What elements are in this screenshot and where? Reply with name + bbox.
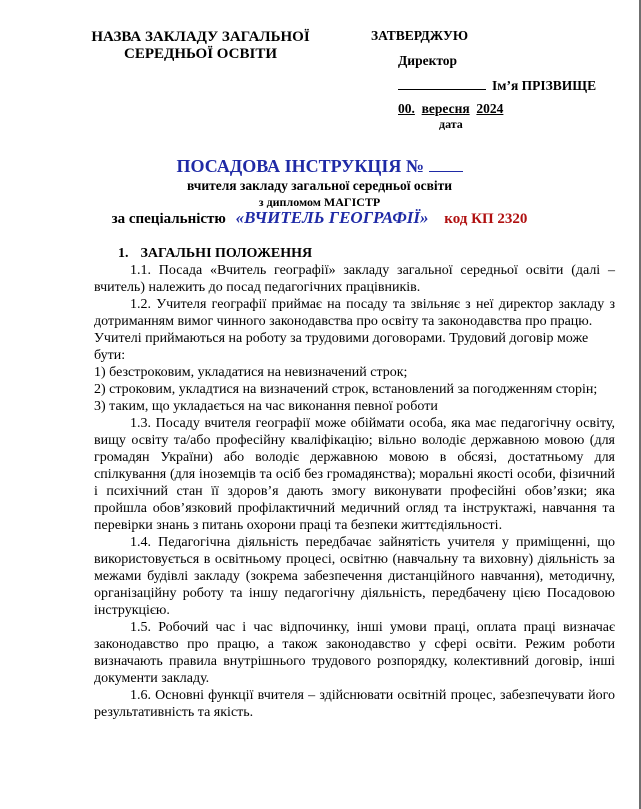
paragraph-1-6: 1.6. Основні функції вчителя – здійснювати освітній процес, забезпечувати його результативність та якість. <box>94 688 615 720</box>
section-number: 1. <box>118 246 129 261</box>
director-name: Ім’я ПРІЗВИЩЕ <box>492 78 597 93</box>
paragraph-1-1: 1.1. Посада «Вчитель географії» закладу загальної середньої освіти (далі – вчитель) належить до посад педагогічних працівників. <box>94 263 615 295</box>
specialty-label: за спеціальністю <box>111 211 226 227</box>
signature-blank <box>398 77 486 90</box>
list-item-1: 1) безстроковим, укладатися на невизначений строк; <box>94 365 408 380</box>
list-item-2: 2) строковим, укладтися на визначений строк, встановлений за погодженням сторін; <box>94 382 598 397</box>
specialty-value: «ВЧИТЕЛЬ ГЕОГРАФІЇ» <box>235 208 429 227</box>
subtitle-position: вчителя закладу загальної середньої освіти <box>186 178 453 193</box>
subtitle-diploma: з дипломом МАГІСТР <box>258 195 381 209</box>
section-title: ЗАГАЛЬНІ ПОЛОЖЕННЯ <box>140 246 313 261</box>
section-heading <box>118 246 312 262</box>
paragraph-1-4: 1.4. Педагогічна діяльність передбачає зайнятість учителя у приміщенні, що використовується в освітньому процесі, освітню (навчальну та виховну) діяльність за межами будівлі закладу (зокрема забезпечення дистанційного навчання), методичну, організаційну роботу та іншу педагогічну діяльність, передбачену цією Посадовою інструкцією. <box>94 535 615 618</box>
paragraph-1-2: 1.2. Учителя географії приймає на посаду та звільняє з неї директор закладу з дотриманням вимог чинного законодавства про освіту та законодавства про працю. <box>94 297 615 329</box>
date-day: 00. <box>398 101 415 116</box>
approval-date <box>398 101 503 117</box>
document-title <box>0 156 639 177</box>
institution-name: НАЗВА ЗАКЛАДУ ЗАГАЛЬНОЇ СЕРЕДНЬОЇ ОСВІТИ <box>91 29 310 62</box>
date-year: 2024 <box>476 101 504 116</box>
paragraph-1-5: 1.5. Робочий час і час відпочинку, інші умови праці, оплата праці визначає законодавство про працю, а також законодавство у сфері освіти. Режим роботи визначають правила внутрішнього трудового розпорядку, колективний договір, інші документи закладу. <box>94 620 615 686</box>
director-label: Директор <box>398 53 458 68</box>
date-month: вересня <box>421 101 470 116</box>
occupation-code: код КП 2320 <box>444 211 528 227</box>
date-caption: дата <box>439 117 463 131</box>
document-body <box>94 262 615 721</box>
number-blank <box>429 157 463 172</box>
paragraph-1-3: 1.3. Посаду вчителя географії може обіймати особа, яка має педагогічну освіту, вищу освіту та/або професійну кваліфікацію; вільно володіє державною мовою (для громадян України) або володіє державною мовою в обсязі, достатньому для спілкування (для іноземців та осіб без громадянства); моральні якості особи, фізичний і психічний стан її здоров’я дають змогу виконувати професійні обов’язки; яка пройшла обов’язковий профілактичний медичний огляд та інструктажі, навчання та перевірки знань з питань охорони праці та безпеки життєдіяльності. <box>94 416 615 533</box>
signature-line <box>398 77 596 94</box>
list-item-3: 3) таким, що укладається на час виконання певної роботи <box>94 399 438 414</box>
title-text: ПОСАДОВА ІНСТРУКЦІЯ № <box>176 156 424 176</box>
approve-label: ЗАТВЕРДЖУЮ <box>371 28 469 43</box>
paragraph-contracts: Учителі приймаються на роботу за трудовими договорами. Трудовий договір може бути: <box>94 331 589 363</box>
specialty-line <box>0 208 639 228</box>
